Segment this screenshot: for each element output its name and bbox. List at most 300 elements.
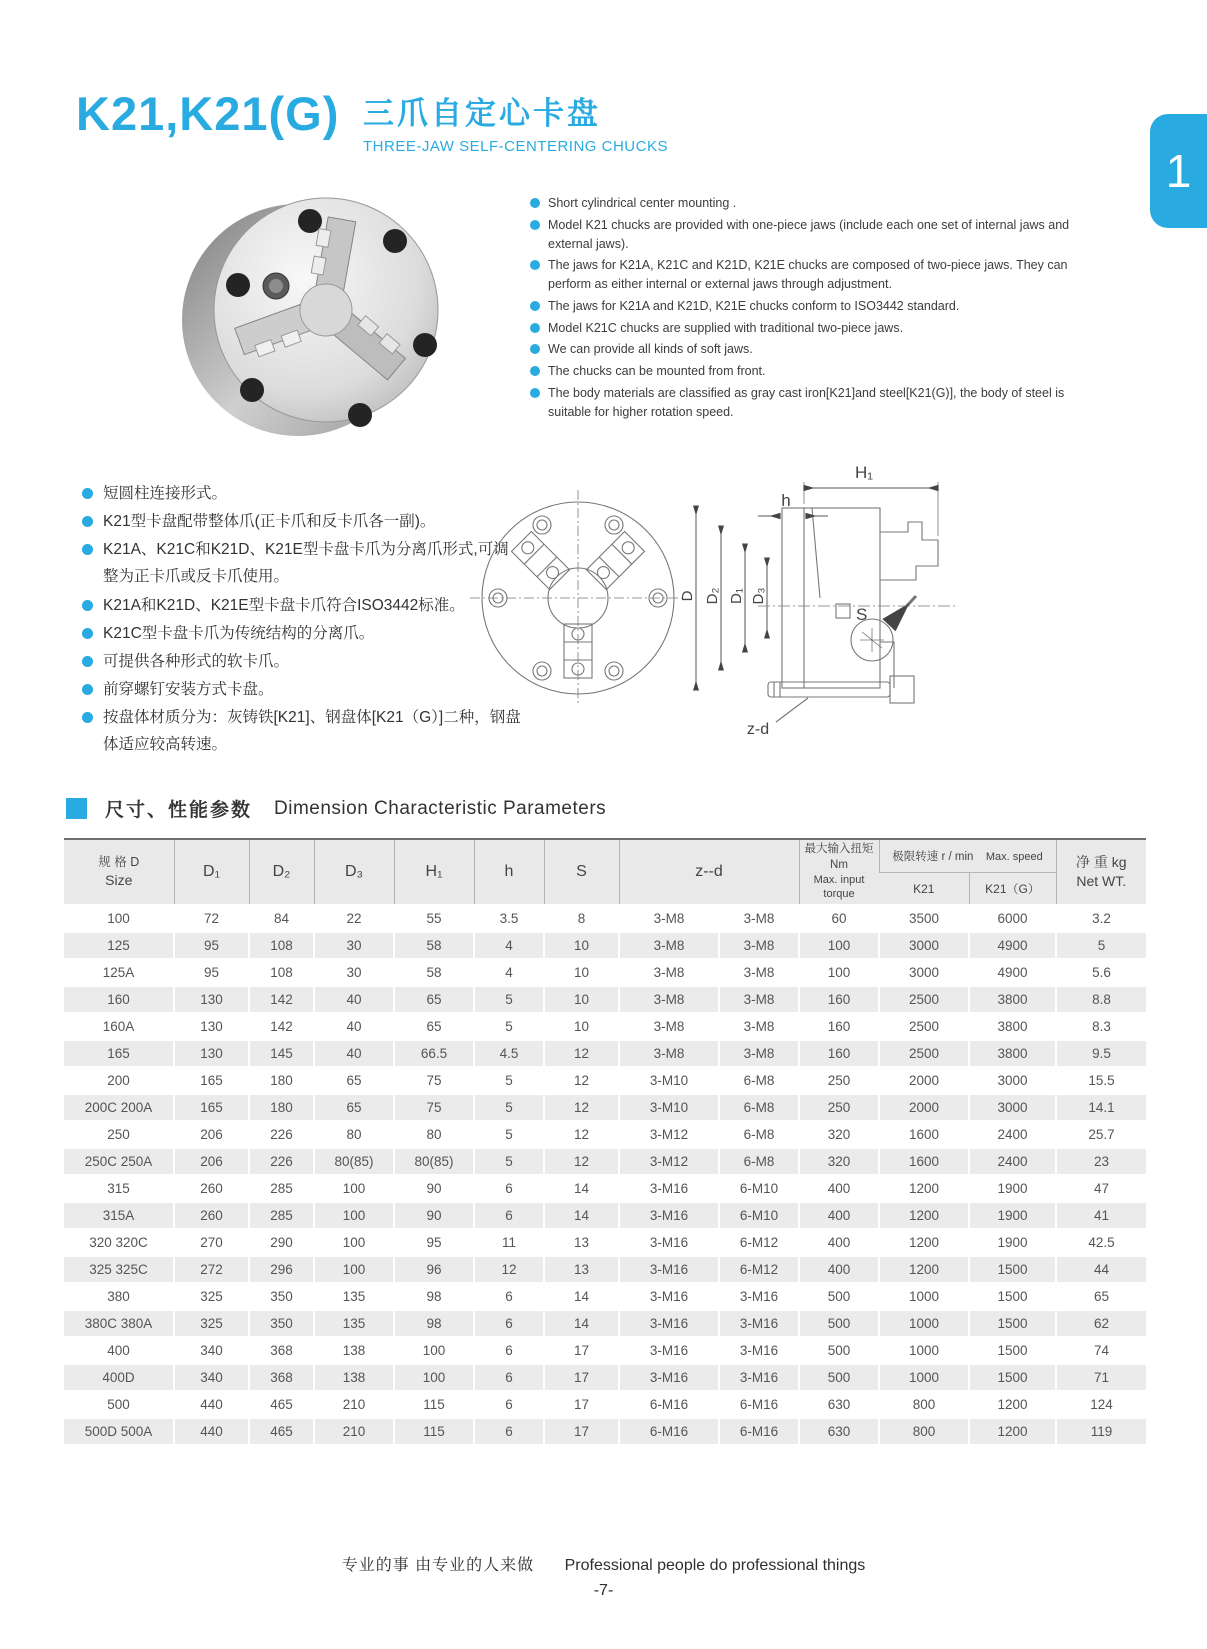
table-cell: 3-M10 <box>619 1094 719 1121</box>
section-title-zh: 尺寸、性能参数 <box>105 800 253 821</box>
table-cell: 6-M16 <box>719 1418 799 1444</box>
table-row <box>64 986 1146 1013</box>
table-cell: 325 <box>174 1283 249 1310</box>
table-cell: 380 <box>107 1288 130 1304</box>
table-cell: 440 <box>174 1391 249 1418</box>
table-cell: 15.5 <box>1056 1067 1146 1094</box>
table-cell: 100 <box>314 1256 394 1283</box>
table-cell: 2500 <box>879 986 969 1013</box>
table-cell: 465 <box>249 1391 314 1418</box>
table-row <box>64 1310 1146 1337</box>
table-cell: 124 <box>1056 1391 1146 1418</box>
col-speed-group: 极限转速 r / min Max. speed <box>879 839 1056 873</box>
feature-text: Model K21 chucks are provided with one-piece jaws (include each one set of internal jaws and external jaws). <box>548 217 1070 251</box>
table-cell: 30 <box>314 959 394 986</box>
table-cell: 13 <box>544 1256 619 1283</box>
table-row <box>64 1148 1146 1175</box>
table-cell: 400 <box>107 1342 130 1358</box>
table-cell: 2500 <box>879 1040 969 1067</box>
feature-text: 前穿螺钉安装方式卡盘。 <box>103 680 274 698</box>
col-weight: 净 重 kg Net WT. <box>1056 839 1146 905</box>
feature-item <box>530 216 1095 254</box>
table-cell: 160 <box>799 1013 879 1040</box>
col-speed-k21: K21 <box>879 873 969 905</box>
table-cell: 5 <box>474 986 544 1013</box>
table-cell: 96 <box>394 1256 474 1283</box>
table-cell: 4 <box>474 959 544 986</box>
table-cell: 6-M16 <box>619 1418 719 1444</box>
table-cell: 3-M8 <box>719 1013 799 1040</box>
table-cell: 3000 <box>969 1094 1056 1121</box>
table-cell: 65 <box>314 1067 394 1094</box>
table-cell: 138 <box>314 1364 394 1391</box>
feature-text: 短圆柱连接形式。 <box>103 485 228 502</box>
table-cell: 1200 <box>879 1229 969 1256</box>
table-cell: 58 <box>394 959 474 986</box>
table-cell: 3-M8 <box>719 905 799 932</box>
feature-item <box>82 480 522 507</box>
table-cell: 5 <box>474 1148 544 1175</box>
table-cell: 160 <box>107 991 130 1007</box>
table-cell: 3-M8 <box>619 986 719 1013</box>
col-s: S <box>544 839 619 905</box>
table-cell: 6-M16 <box>719 1391 799 1418</box>
table-cell: 12 <box>474 1256 544 1283</box>
table-cell: 5 <box>474 1013 544 1040</box>
table-row <box>64 1391 1146 1418</box>
feature-text: K21C型卡盘卡爪为传统结构的分离爪。 <box>103 624 375 642</box>
features-zh-list <box>82 480 522 759</box>
bullet-icon <box>530 323 540 333</box>
table-cell: 65 <box>314 1094 394 1121</box>
table-cell: 95 <box>174 932 249 959</box>
table-cell: 1900 <box>969 1202 1056 1229</box>
table-cell: 5 <box>474 1094 544 1121</box>
feature-item <box>530 340 1095 359</box>
table-cell: 40 <box>314 1040 394 1067</box>
col-torque: 最大输入扭矩 Nm Max. input torque <box>799 839 879 905</box>
table-cell: 1200 <box>879 1256 969 1283</box>
col-d3: D₃ <box>314 839 394 905</box>
table-row <box>64 1013 1146 1040</box>
table-cell: 400 <box>799 1229 879 1256</box>
table-cell: 270 <box>174 1229 249 1256</box>
col-d2: D₂ <box>249 839 314 905</box>
table-cell: 3-M8 <box>619 1013 719 1040</box>
table-cell: 3-M16 <box>719 1310 799 1337</box>
table-cell: 115 <box>394 1391 474 1418</box>
table-row <box>64 1175 1146 1202</box>
table-cell: 4 <box>474 932 544 959</box>
table-cell: 65 <box>394 986 474 1013</box>
product-title-zh: 三爪自定心卡盘 <box>363 96 601 131</box>
bullet-icon <box>82 488 93 499</box>
bullet-icon <box>82 656 93 667</box>
table-cell: 2000 <box>879 1094 969 1121</box>
dim-label-d2: D₂ <box>704 587 721 605</box>
bullet-icon <box>530 198 540 208</box>
feature-item <box>82 648 522 675</box>
table-cell: 5 <box>1056 932 1146 959</box>
table-cell: 62 <box>1056 1310 1146 1337</box>
table-cell: 14 <box>544 1175 619 1202</box>
table-cell: 1900 <box>969 1175 1056 1202</box>
table-cell: 12 <box>544 1094 619 1121</box>
table-cell: 325 325C <box>89 1261 148 1277</box>
section-marker-icon <box>66 798 87 819</box>
table-cell: 130 <box>174 1013 249 1040</box>
table-row <box>64 1418 1146 1444</box>
table-cell: 1600 <box>879 1148 969 1175</box>
feature-text: The jaws for K21A and K21D, K21E chucks conform to ISO3442 standard. <box>548 298 960 313</box>
table-cell: 3-M8 <box>619 1040 719 1067</box>
table-cell: 10 <box>544 1013 619 1040</box>
table-cell: 100 <box>314 1175 394 1202</box>
table-cell: 80 <box>314 1121 394 1148</box>
table-cell: 400 <box>799 1175 879 1202</box>
feature-text: The jaws for K21A, K21C and K21D, K21E chucks are composed of two-piece jaws. They can perform as either internal or external jaws through adjustment. <box>548 258 1068 291</box>
col-speed-k21g: K21（G） <box>969 873 1056 905</box>
table-cell: 71 <box>1056 1364 1146 1391</box>
table-cell: 500 <box>107 1396 130 1412</box>
table-cell: 84 <box>249 905 314 932</box>
table-cell: 3-M16 <box>619 1337 719 1364</box>
table-cell: 5 <box>474 1067 544 1094</box>
table-cell: 119 <box>1056 1418 1146 1444</box>
table-header <box>64 839 1146 905</box>
table-cell: 3000 <box>879 932 969 959</box>
table-cell: 1500 <box>969 1283 1056 1310</box>
footer-slogan-en: Professional people do professional things <box>564 1557 866 1574</box>
table-cell: 100 <box>799 959 879 986</box>
table-cell: 3-M8 <box>719 959 799 986</box>
feature-text: We can provide all kinds of soft jaws. <box>548 342 753 357</box>
bullet-icon <box>82 628 93 639</box>
table-cell: 250 <box>799 1067 879 1094</box>
dim-label-s: S <box>856 605 868 624</box>
table-cell: 3-M16 <box>719 1364 799 1391</box>
table-body <box>64 905 1146 1444</box>
feature-text: Short cylindrical center mounting . <box>548 196 737 210</box>
table-row <box>64 1067 1146 1094</box>
features-en-list <box>530 194 1095 424</box>
table-cell: 800 <box>879 1391 969 1418</box>
table-cell: 6 <box>474 1364 544 1391</box>
table-cell: 17 <box>544 1391 619 1418</box>
feature-item <box>82 536 522 590</box>
table-cell: 13 <box>544 1229 619 1256</box>
table-cell: 80(85) <box>394 1148 474 1175</box>
table-cell: 3-M16 <box>719 1283 799 1310</box>
table-cell: 14 <box>544 1283 619 1310</box>
front-view <box>470 490 686 706</box>
footer-slogan <box>0 1552 1207 1575</box>
table-cell: 1500 <box>969 1310 1056 1337</box>
feature-item <box>82 676 522 703</box>
table-row <box>64 905 1146 932</box>
table-cell: 250C 250A <box>84 1153 153 1169</box>
feature-item <box>82 592 522 619</box>
table-cell: 200 <box>107 1072 130 1088</box>
chuck-photo <box>148 190 488 440</box>
table-row <box>64 1229 1146 1256</box>
table-cell: 108 <box>249 959 314 986</box>
table-cell: 180 <box>249 1094 314 1121</box>
feature-text: 按盘体材质分为：灰铸铁[K21]、钢盘体[K21（G）]二种，钢盘体适应较高转速。 <box>103 709 521 754</box>
table-row <box>64 1121 1146 1148</box>
table-cell: 22 <box>314 905 394 932</box>
table-cell: 350 <box>249 1310 314 1337</box>
table-cell: 100 <box>394 1364 474 1391</box>
table-cell: 206 <box>174 1121 249 1148</box>
table-cell: 98 <box>394 1283 474 1310</box>
dim-label-zd: z-d <box>746 721 770 738</box>
table-cell: 80(85) <box>314 1148 394 1175</box>
table-cell: 630 <box>799 1391 879 1418</box>
col-h1: H₁ <box>394 839 474 905</box>
table-cell: 3800 <box>969 1013 1056 1040</box>
table-cell: 17 <box>544 1337 619 1364</box>
table-cell: 3800 <box>969 1040 1056 1067</box>
table-cell: 3-M8 <box>719 932 799 959</box>
feature-item <box>530 384 1095 422</box>
feature-text: K21A、K21C和K21D、K21E型卡盘卡爪为分离爪形式,可调整为正卡爪或反卡爪使用。 <box>103 541 509 586</box>
table-cell: 1000 <box>879 1283 969 1310</box>
table-cell: 340 <box>174 1364 249 1391</box>
table-cell: 1000 <box>879 1364 969 1391</box>
table-cell: 250 <box>799 1094 879 1121</box>
table-cell: 58 <box>394 932 474 959</box>
bullet-icon <box>530 366 540 376</box>
table-cell: 90 <box>394 1202 474 1229</box>
table-cell: 3000 <box>879 959 969 986</box>
table-cell: 3-M16 <box>619 1283 719 1310</box>
table-cell: 14 <box>544 1202 619 1229</box>
table-cell: 3-M16 <box>619 1256 719 1283</box>
table-cell: 465 <box>249 1418 314 1444</box>
bullet-icon <box>82 544 93 555</box>
table-cell: 165 <box>107 1045 130 1061</box>
table-cell: 6-M8 <box>719 1094 799 1121</box>
table-cell: 6 <box>474 1310 544 1337</box>
table-cell: 500 <box>799 1364 879 1391</box>
table-cell: 3-M8 <box>619 905 719 932</box>
bullet-icon <box>82 600 93 611</box>
parameters-table <box>64 838 1146 1444</box>
dim-label-h1: H₁ <box>854 463 874 482</box>
table-cell: 47 <box>1056 1175 1146 1202</box>
table-row <box>64 1202 1146 1229</box>
bullet-icon <box>530 388 540 398</box>
table-cell: 125A <box>102 964 135 980</box>
table-cell: 10 <box>544 932 619 959</box>
table-cell: 75 <box>394 1094 474 1121</box>
table-cell: 440 <box>174 1418 249 1444</box>
dim-label-h: h <box>781 491 791 510</box>
feature-item <box>530 256 1095 294</box>
table-cell: 25.7 <box>1056 1121 1146 1148</box>
table-cell: 10 <box>544 986 619 1013</box>
table-cell: 9.5 <box>1056 1040 1146 1067</box>
table-cell: 226 <box>249 1148 314 1175</box>
table-cell: 135 <box>314 1283 394 1310</box>
table-cell: 6 <box>474 1283 544 1310</box>
product-title-block <box>363 88 668 155</box>
table-cell: 200C 200A <box>84 1099 153 1115</box>
table-cell: 5.6 <box>1056 959 1146 986</box>
table-row <box>64 1094 1146 1121</box>
chuck-body <box>182 198 438 436</box>
table-cell: 135 <box>314 1310 394 1337</box>
table-cell: 320 320C <box>89 1234 148 1250</box>
table-cell: 6 <box>474 1337 544 1364</box>
feature-item <box>530 297 1095 316</box>
table-cell: 138 <box>314 1337 394 1364</box>
table-cell: 1200 <box>879 1202 969 1229</box>
table-cell: 95 <box>394 1229 474 1256</box>
table-cell: 3-M16 <box>719 1337 799 1364</box>
product-title-en: THREE-JAW SELF-CENTERING CHUCKS <box>363 138 668 155</box>
table-cell: 1500 <box>969 1337 1056 1364</box>
table-row <box>64 1283 1146 1310</box>
table-cell: 315 <box>107 1180 130 1196</box>
table-cell: 500 <box>799 1283 879 1310</box>
table-cell: 290 <box>249 1229 314 1256</box>
table-cell: 12 <box>544 1040 619 1067</box>
table-cell: 2400 <box>969 1148 1056 1175</box>
table-cell: 285 <box>249 1175 314 1202</box>
table-cell: 6-M10 <box>719 1202 799 1229</box>
table-cell: 44 <box>1056 1256 1146 1283</box>
table-cell: 206 <box>174 1148 249 1175</box>
table-row <box>64 1364 1146 1391</box>
table-cell: 65 <box>394 1013 474 1040</box>
table-cell: 272 <box>174 1256 249 1283</box>
table-cell: 108 <box>249 932 314 959</box>
table-cell: 500 <box>799 1337 879 1364</box>
bullet-icon <box>82 684 93 695</box>
table-cell: 8.3 <box>1056 1013 1146 1040</box>
table-cell: 6 <box>474 1418 544 1444</box>
parameters-table-wrap <box>64 838 1146 1444</box>
table-cell: 125 <box>107 937 130 953</box>
table-cell: 1600 <box>879 1121 969 1148</box>
table-cell: 95 <box>174 959 249 986</box>
table-cell: 10 <box>544 959 619 986</box>
feature-item <box>82 508 522 535</box>
table-cell: 55 <box>394 905 474 932</box>
table-cell: 14.1 <box>1056 1094 1146 1121</box>
table-cell: 1900 <box>969 1229 1056 1256</box>
table-cell: 11 <box>474 1229 544 1256</box>
table-cell: 100 <box>799 932 879 959</box>
table-cell: 6 <box>474 1202 544 1229</box>
table-row <box>64 959 1146 986</box>
table-cell: 3500 <box>879 905 969 932</box>
bullet-icon <box>530 301 540 311</box>
table-cell: 3-M8 <box>619 959 719 986</box>
table-cell: 210 <box>314 1418 394 1444</box>
table-cell: 6000 <box>969 905 1056 932</box>
table-cell: 400 <box>799 1256 879 1283</box>
table-cell: 3-M8 <box>719 1040 799 1067</box>
table-cell: 60 <box>799 905 879 932</box>
dim-label-d3: D₃ <box>750 587 767 605</box>
table-cell: 115 <box>394 1418 474 1444</box>
table-cell: 4900 <box>969 959 1056 986</box>
table-cell: 6 <box>474 1175 544 1202</box>
table-cell: 142 <box>249 986 314 1013</box>
page-number: -7- <box>593 1582 614 1599</box>
table-cell: 1200 <box>879 1175 969 1202</box>
table-cell: 320 <box>799 1148 879 1175</box>
feature-text: The body materials are classified as gray cast iron[K21]and steel[K21(G)], the body of steel is suitable for higher rotation speed. <box>548 385 1065 419</box>
table-cell: 260 <box>174 1175 249 1202</box>
table-cell: 500D 500A <box>84 1423 153 1439</box>
chapter-tab: 1 <box>1150 114 1207 228</box>
table-cell: 3-M8 <box>619 932 719 959</box>
table-cell: 100 <box>107 910 130 926</box>
table-cell: 368 <box>249 1364 314 1391</box>
table-cell: 368 <box>249 1337 314 1364</box>
table-cell: 12 <box>544 1067 619 1094</box>
table-row <box>64 932 1146 959</box>
table-cell: 296 <box>249 1256 314 1283</box>
table-cell: 65 <box>1056 1283 1146 1310</box>
table-cell: 3-M12 <box>619 1148 719 1175</box>
table-cell: 72 <box>174 905 249 932</box>
col-d1: D₁ <box>174 839 249 905</box>
feature-item <box>530 362 1095 381</box>
table-cell: 210 <box>314 1391 394 1418</box>
table-cell: 160A <box>102 1018 135 1034</box>
section-title-en: Dimension Characteristic Parameters <box>274 797 607 819</box>
footer-slogan-zh: 专业的事 由专业的人来做 <box>341 1557 535 1574</box>
table-cell: 325 <box>174 1310 249 1337</box>
table-row <box>64 1256 1146 1283</box>
bullet-icon <box>530 220 540 230</box>
table-cell: 320 <box>799 1121 879 1148</box>
table-row <box>64 1040 1146 1067</box>
table-cell: 145 <box>249 1040 314 1067</box>
dim-label-d1: D₁ <box>728 588 745 604</box>
table-cell: 400D <box>102 1369 135 1385</box>
feature-item <box>82 704 522 758</box>
table-section-heading <box>66 795 606 822</box>
bullet-icon <box>82 516 93 527</box>
table-cell: 165 <box>174 1067 249 1094</box>
bullet-icon <box>530 344 540 354</box>
table-cell: 3-M16 <box>619 1175 719 1202</box>
model-title: K21,K21(G) <box>76 87 340 140</box>
table-cell: 2500 <box>879 1013 969 1040</box>
table-cell: 8.8 <box>1056 986 1146 1013</box>
table-cell: 1500 <box>969 1364 1056 1391</box>
table-cell: 285 <box>249 1202 314 1229</box>
dimension-drawing <box>468 446 1108 738</box>
table-cell: 1200 <box>969 1391 1056 1418</box>
table-cell: 98 <box>394 1310 474 1337</box>
table-cell: 400 <box>799 1202 879 1229</box>
table-cell: 160 <box>799 1040 879 1067</box>
table-cell: 100 <box>314 1229 394 1256</box>
table-cell: 6-M8 <box>719 1067 799 1094</box>
table-cell: 6-M16 <box>619 1391 719 1418</box>
table-cell: 6-M12 <box>719 1229 799 1256</box>
dim-label-d: D <box>679 590 696 602</box>
table-cell: 180 <box>249 1067 314 1094</box>
table-cell: 165 <box>174 1094 249 1121</box>
